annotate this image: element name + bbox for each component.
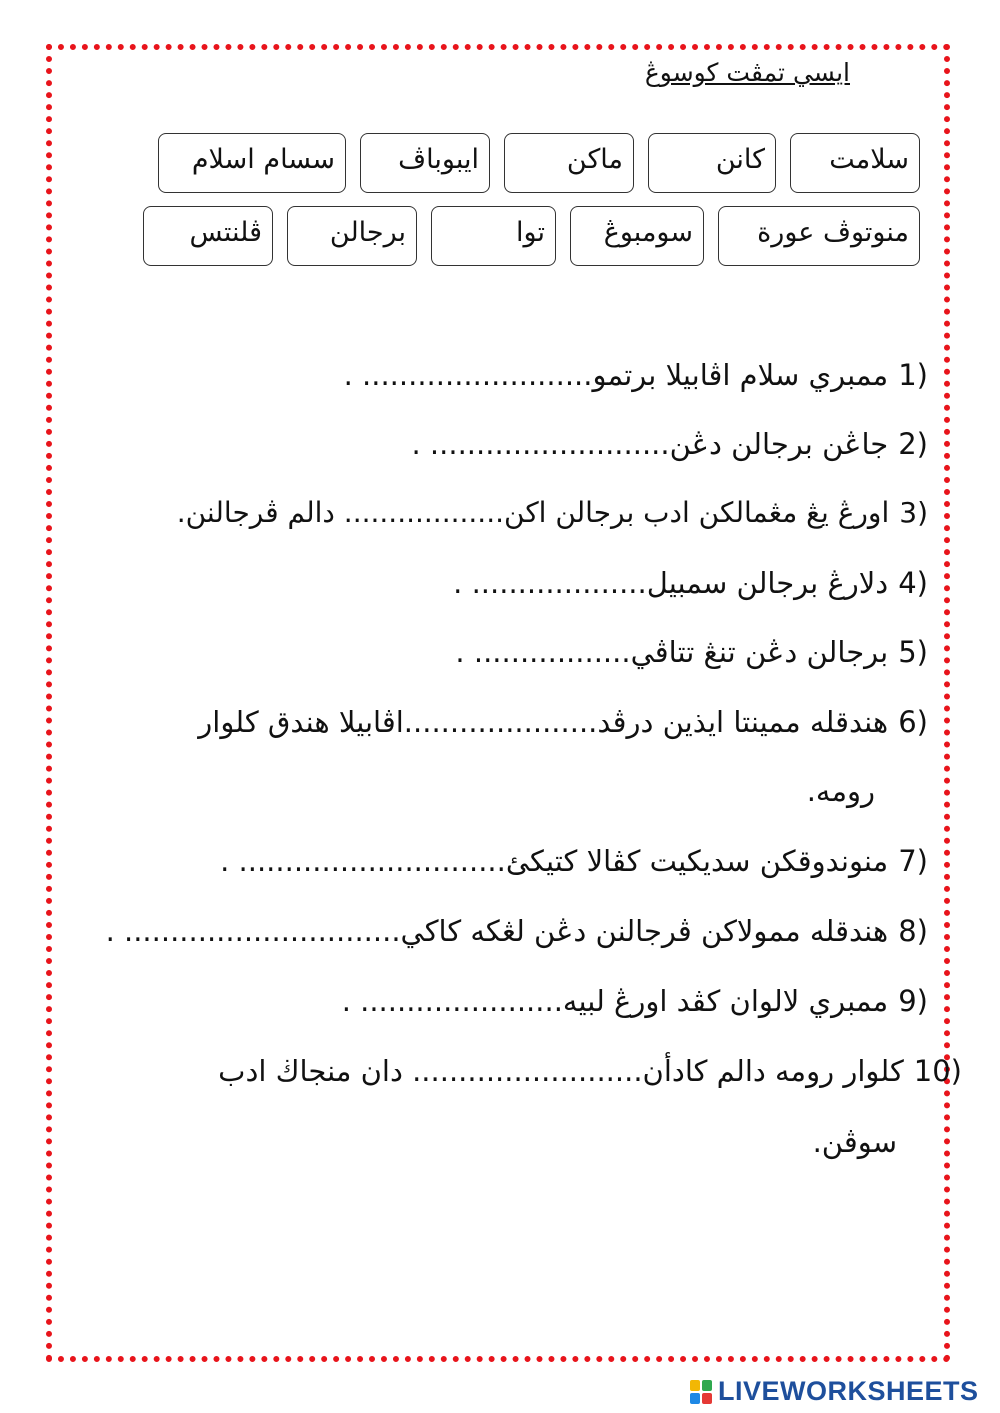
question-text: ممبري سلام اڤابيلا برتمو......................... . [343, 358, 889, 392]
logo-square [702, 1380, 712, 1391]
word-bank-option[interactable]: سسام اسلام [158, 133, 346, 193]
word-bank-row-1 [158, 133, 920, 193]
question-9 [342, 981, 928, 1021]
question-text: كلوار رومه دالم كادأن......................... دان منجاڬ ادب [218, 1054, 904, 1088]
word-bank-option[interactable]: برجالن [287, 206, 417, 266]
worksheet-title: ايسي تمڤت كوسوڠ [644, 58, 850, 87]
logo-square [690, 1393, 700, 1404]
question-text: برجالن دڠن تنڠ تتاڤي................. . [455, 635, 889, 669]
question-10-continuation: سوڤن. [812, 1125, 897, 1159]
question-number: (10 [913, 1054, 962, 1088]
question-number: (9 [898, 984, 928, 1018]
question-number: (5 [898, 635, 928, 669]
logo-square [702, 1393, 712, 1404]
word-bank-option[interactable]: سومبوڠ [570, 206, 704, 266]
question-4 [453, 563, 928, 603]
question-1 [344, 355, 928, 395]
word-bank-row-2 [143, 206, 920, 266]
word-bank-option[interactable]: ڤلنتس [143, 206, 273, 266]
liveworksheets-logo-icon [690, 1380, 712, 1404]
question-8 [106, 911, 928, 951]
question-number: (6 [898, 705, 928, 739]
question-text: منوندوقكن سديكيت كڤالا كتيكئ............................. . [220, 844, 889, 878]
word-bank-option[interactable]: سلامت [790, 133, 920, 193]
question-text: اورڠ يڠ مڠمالكن ادب برجالن اكن.................. دالم ڤرجالنن. [176, 496, 890, 529]
word-bank-option[interactable]: ماكن [504, 133, 634, 193]
question-7 [220, 841, 928, 881]
question-6-continuation: رومه. [806, 774, 875, 808]
question-text: دلارڠ برجالن سمبيل................... . [453, 566, 889, 600]
question-text: هندقله ممينتا ايذين درڤد.....................اڤابيلا هندق كلوار [198, 705, 889, 739]
question-3 [177, 493, 928, 533]
question-6 [198, 702, 928, 742]
question-number: (3 [899, 496, 928, 529]
liveworksheets-footer [690, 1376, 979, 1407]
word-bank-option[interactable]: توا [431, 206, 556, 266]
question-number: (4 [898, 566, 928, 600]
question-text: ممبري لالوان كڤد اورڠ لبيه...................... . [341, 984, 889, 1018]
question-10 [218, 1051, 962, 1091]
question-number: (2 [898, 427, 928, 461]
question-text: هندقله ممولاكن ڤرجالنن دڠن لڠكه كاكي.............................. . [105, 914, 889, 948]
logo-square [690, 1380, 700, 1391]
liveworksheets-brand: LIVEWORKSHEETS [718, 1376, 979, 1406]
question-2 [411, 424, 928, 464]
question-number: (7 [898, 844, 928, 878]
word-bank-option[interactable]: منوتوڤ عورة [718, 206, 920, 266]
word-bank-option[interactable]: ايبوباڤ [360, 133, 490, 193]
question-number: (1 [898, 358, 928, 392]
question-5 [455, 632, 928, 672]
word-bank-option[interactable]: كانن [648, 133, 776, 193]
question-number: (8 [898, 914, 928, 948]
question-text: جاڠن برجالن دڠن.......................... . [411, 427, 889, 461]
